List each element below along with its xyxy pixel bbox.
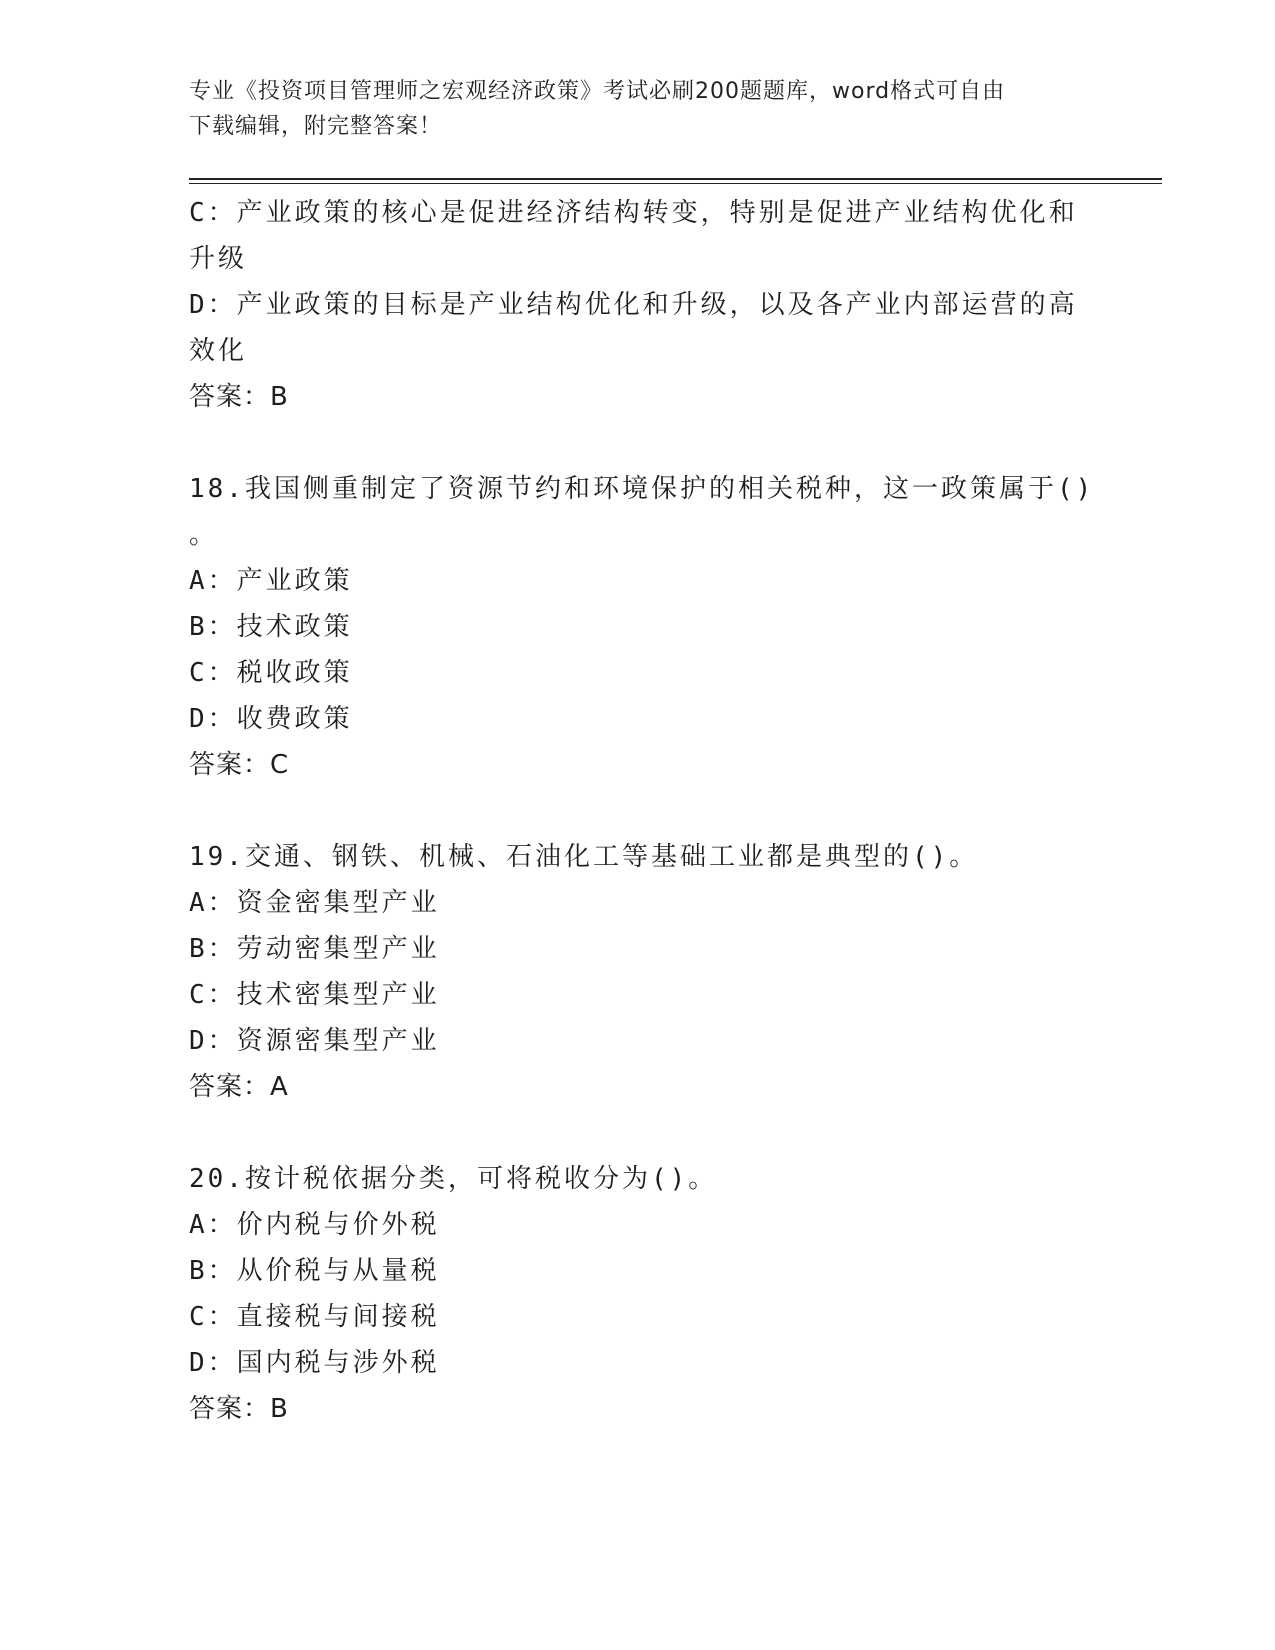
question-stem: 18.我国侧重制定了资源节约和环境保护的相关税种，这一政策属于() — [189, 474, 1095, 504]
answer: 答案：B — [189, 382, 289, 412]
option-c: C：直接税与间接税 — [189, 1302, 440, 1332]
option-b: B：从价税与从量税 — [189, 1256, 440, 1286]
option-b: B：劳动密集型产业 — [189, 934, 440, 964]
question-17-tail — [189, 190, 1089, 420]
spacer — [189, 1110, 1089, 1156]
option-d: D：国内税与涉外税 — [189, 1348, 440, 1378]
option-c: C：产业政策的核心是促进经济结构转变，特别是促进产业结构优化和 — [189, 198, 1078, 228]
option-a: A：产业政策 — [189, 566, 353, 596]
document-body — [189, 190, 1095, 1432]
spacer — [189, 420, 1089, 466]
document-header — [189, 74, 1089, 144]
option-c: C：税收政策 — [189, 658, 353, 688]
option-d: D：资源密集型产业 — [189, 1026, 440, 1056]
option-c: C：技术密集型产业 — [189, 980, 440, 1010]
option-d-continued: 效化 — [189, 336, 248, 366]
option-b: B：技术政策 — [189, 612, 353, 642]
answer: 答案：C — [189, 750, 290, 780]
option-c-continued: 升级 — [189, 244, 248, 274]
question-20 — [189, 1156, 1089, 1432]
answer: 答案：B — [189, 1394, 289, 1424]
question-19 — [189, 834, 1089, 1110]
option-a: A：资金密集型产业 — [189, 888, 440, 918]
header-divider-thin — [189, 183, 1162, 184]
answer: 答案：A — [189, 1072, 289, 1102]
question-stem: 20.按计税依据分类，可将税收分为()。 — [189, 1164, 718, 1194]
question-stem-continued: 。 — [189, 520, 219, 550]
header-divider-thick — [189, 178, 1162, 180]
question-18 — [189, 466, 1095, 788]
option-d: D：收费政策 — [189, 704, 353, 734]
question-stem: 19.交通、钢铁、机械、石油化工等基础工业都是典型的()。 — [189, 842, 979, 872]
header-line-2: 下载编辑，附完整答案！ — [189, 114, 443, 139]
spacer — [189, 788, 1089, 834]
header-line-1: 专业《投资项目管理师之宏观经济政策》考试必刷200题题库，word格式可自由 — [189, 79, 1006, 104]
option-d: D：产业政策的目标是产业结构优化和升级，以及各产业内部运营的高 — [189, 290, 1078, 320]
option-a: A：价内税与价外税 — [189, 1210, 440, 1240]
